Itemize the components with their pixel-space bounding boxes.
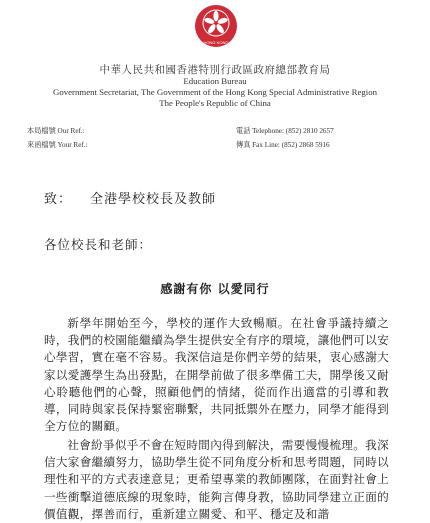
addressee (44, 188, 216, 207)
country-name: The People's Republic of China (159, 98, 271, 108)
our-ref: 本局檔號 Our Ref.: (27, 127, 85, 135)
paragraph-1: 新學年開始至今，學校的運作大致暢順。在社會爭議持續之時，我們的校園能繼續為學生提供安全有序的環境，讓他們可以安心學習，實在毫不容易。我深信這是你們辛勞的結果，衷心感謝大家以愛護學生為出發點，在開學前做了很多準備工夫，開學後又耐心聆聽他們的心聲，照顧他們的情緒，從而作出適當的引導和教導，同時與家長保持緊密聯繫，共同抵禦外在壓力，同學才能得到全方位的關顧。 (44, 316, 389, 434)
fax-line: 傳真 Fax Line: (852) 2868 5916 (236, 141, 330, 149)
greeting: 各位校長和老師： (44, 237, 153, 252)
telephone: 電話 Telephone: (852) 2810 2657 (236, 127, 334, 135)
bureau-name: Education Bureau (183, 76, 247, 86)
addressee-name: 全港學校校長及教師 (90, 192, 217, 207)
your-ref: 來函檔號 Your Ref.: (27, 141, 88, 149)
emblem-text: HONG KONG (203, 40, 229, 45)
paragraph-2: 社會紛爭似乎不會在短時間內得到解決，需要慢慢梳理。我深信大家會繼續努力，協助學生從不同角度分析和思考問題，同時以理性和平的方式表達意見；更希望專業的教師團隊，在面對社會上一些衝擊道德底線的現象時，能夠言傳身教，協助同學建立正面的價值觀，擇善而行，重新建立關愛、和平、穩定及和諧 (44, 438, 389, 521)
letter-title: 感謝有你 以愛同行 (160, 282, 270, 296)
to-label: 致： (44, 192, 73, 207)
hksar-emblem (194, 4, 238, 48)
org-name-chinese: 中華人民共和國香港特別行政區政府總部教育局 (99, 64, 331, 76)
secretariat-name: Government Secretariat, The Government of the Hong Kong Special Administrative Region (52, 87, 378, 97)
